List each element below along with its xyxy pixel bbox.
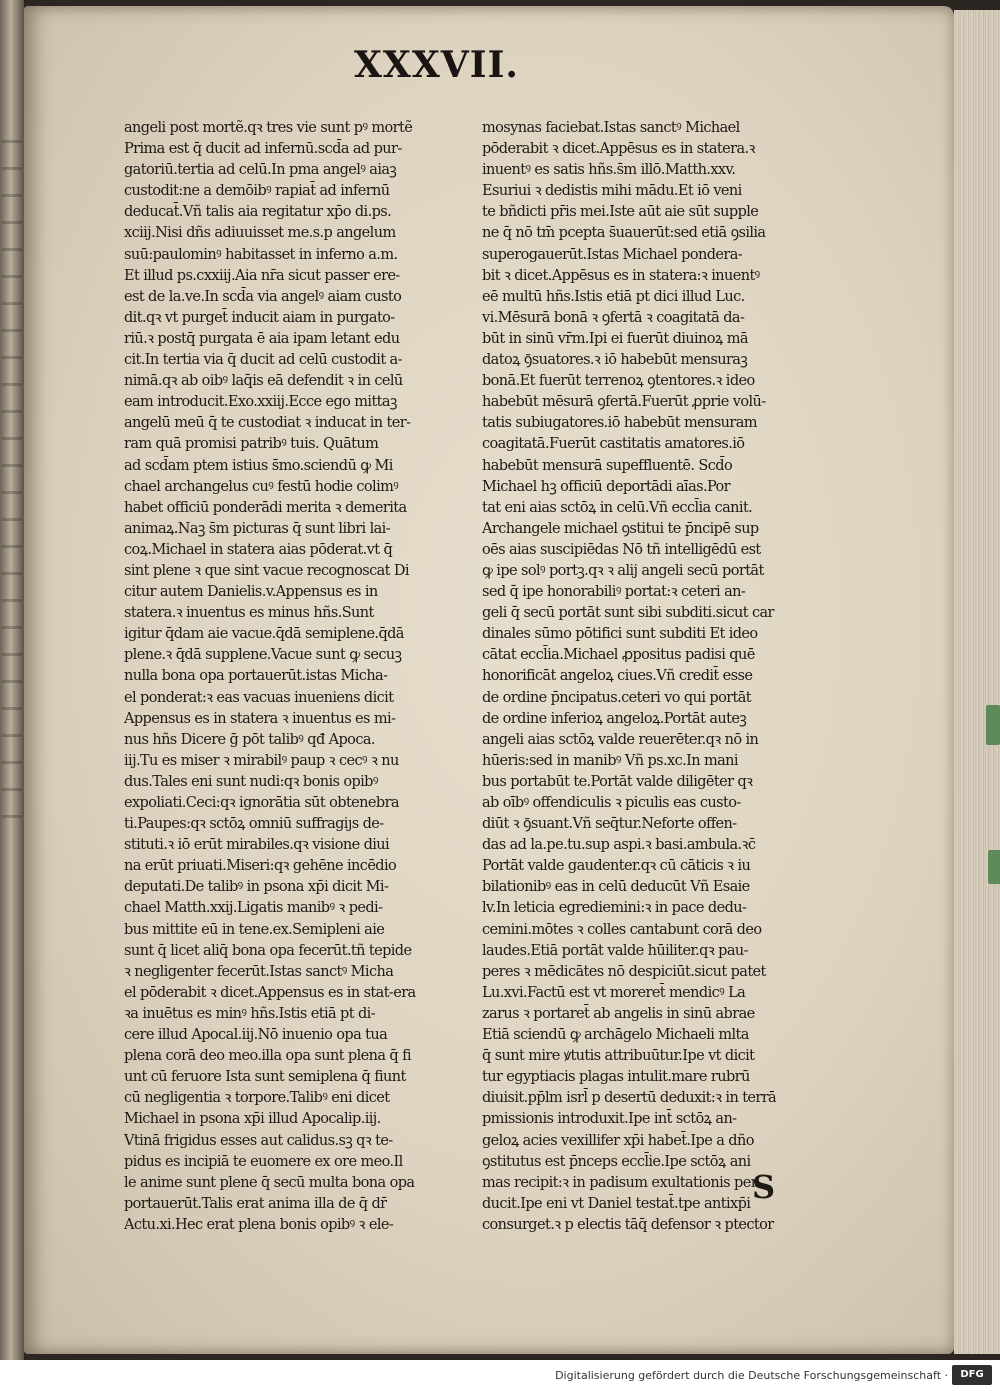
text-line: el pōderabit ꝛ dicet.Appensus es in stat‑era xyxy=(124,984,416,1001)
text-line: gatoriū.tertia ad celū.In pma angelꝰ aiaꝫ xyxy=(124,162,397,179)
text-line: inuentꝰ es satis hñs.s̄m illō.Matth.xxv. xyxy=(482,162,736,179)
page-tab-marker xyxy=(986,705,1000,745)
text-line: das ad la.pe.tu.sup aspi.ꝛ basi.ambula.ꝛc̄ xyxy=(482,837,756,854)
text-line: cātat eccl̄ia.Michael ꝓpositus padisi quē xyxy=(482,647,755,664)
text-line: vi.Mēsurā bonā ꝛ ꝯfertā ꝛ coagitatā da‑ xyxy=(482,309,745,326)
text-line: animaꝝ.Naꝫ s̄m picturas q̄ sunt libri lai‑ xyxy=(124,520,390,537)
text-line: būt in sinū vr̄m.Ipi ei fuerūt diuinoꝝ mā xyxy=(482,330,748,347)
text-line: plene.ꝛ q̄dā supplene.Vacue sunt ꝙ secuꝫ xyxy=(124,647,402,664)
text-line: ram quā promisi patribꝰ tuis. Quātum xyxy=(124,436,379,453)
text-line: habet officiū ponderādi merita ꝛ demerita xyxy=(124,499,407,516)
text-line: hūeris:sed in manibꝰ Vñ ps.xc.In mani xyxy=(482,752,738,769)
text-line: custodit:ne a demōibꝰ rapiat̄ ad infernū xyxy=(124,183,390,200)
text-line: cere illud Apocal.iij.Nō inuenio opa tua xyxy=(124,1027,388,1044)
text-line: bilationibꝰ eas in celū deducūt Vñ Esaie xyxy=(482,879,750,896)
left-page-edge xyxy=(0,0,24,1360)
text-line: Portāt valde gaudenter.qꝛ cū cāticis ꝛ iu xyxy=(482,858,751,875)
text-line: nulla bona opa portauerūt.istas Micha‑ xyxy=(124,668,388,685)
folio-number: XXXVII. xyxy=(354,44,519,86)
text-line: zarus ꝛ portaret̄ ab angelis in sinū abrae xyxy=(482,1005,755,1022)
text-line: lv.In leticia egrediemini:ꝛ in pace dedu‑ xyxy=(482,900,747,917)
signature-mark: S xyxy=(752,1168,776,1206)
text-line: coagitatā.Fuerūt castitatis amatores.iō xyxy=(482,436,745,453)
text-line: riū.ꝛ postq̄ purgata ē aia ipam letant edu xyxy=(124,330,400,347)
text-column-left xyxy=(124,118,464,1236)
page-tab-marker xyxy=(988,850,1000,884)
text-line: pōderabit ꝛ dicet.Appēsus es in statera.ꝛ xyxy=(482,141,755,158)
text-line: dus.Tales eni sunt nudi:qꝛ bonis opibꝰ xyxy=(124,773,378,790)
text-line: oēs aias suscipiēdas Nō tñ intelligēdū est xyxy=(482,541,761,558)
text-line: unt cū feruore Ista sunt semiplena q̄ fiunt xyxy=(124,1069,406,1086)
text-line: geloꝝ acies vexillifer xp̄i habet̄.Ipe a dño xyxy=(482,1132,754,1149)
text-line: nus hñs Dicere ḡ pōt talibꝰ qđ Apoca. xyxy=(124,731,375,748)
text-line: q̄ sunt mire ꝟtutis attribuūtur.Ipe vt dicit xyxy=(482,1048,755,1065)
text-line: angeli aias sctōꝝ valde reuerēter.qꝛ nō in xyxy=(482,731,759,748)
text-line: nimā.qꝛ ab oibꝰ laq̄is eā defendit ꝛ in celū xyxy=(124,373,403,390)
text-line: dinales sūmo pōtifici sunt subditi Et ideo xyxy=(482,626,758,643)
text-line: Prima est q̄ ducit ad infernū.scd̄a ad pur‑ xyxy=(124,141,402,158)
text-line: bus portabūt te.Portāt valde diligēter qꝛ xyxy=(482,773,753,790)
text-line: mas recipit:ꝛ in padisum exultationis per xyxy=(482,1174,758,1191)
text-line: pidus es incipiā te euomere ex ore meo.Il xyxy=(124,1153,403,1170)
text-line: te bñdicti pr̄is mei.Iste aūt aie sūt supple xyxy=(482,204,759,221)
text-line: mosynas faciebat.Istas sanctꝰ Michael xyxy=(482,120,740,136)
text-line: bit ꝛ dicet.Appēsus es in statera:ꝛ inuentꝰ xyxy=(482,267,760,284)
text-line: tatis subiugatores.iō habebūt mensuram xyxy=(482,415,757,432)
text-line: xciij.Nisi dñs adiuuisset me.s.p angelum xyxy=(124,225,396,242)
funding-note: Digitalisierung gefördert durch die Deutsche Forschungsgemeinschaft · xyxy=(555,1369,948,1382)
text-line: de ordine p̄ncipatus.ceteri vo qui portāt xyxy=(482,689,752,706)
text-line: ad scd̄am ptem istius s̄mo.sciendū ꝙ Mi xyxy=(124,457,393,474)
text-line: igitur q̄dam aie vacue.q̄dā semiplene.q̄dā xyxy=(124,626,404,643)
text-line: bus mittite eū in tene.ex.Semipleni aie xyxy=(124,921,385,938)
text-line: sed q̄ ipe honorabiliꝰ portat:ꝛ ceteri an‑ xyxy=(482,584,746,601)
text-line: tur egyptiacis plagas intulit.mare rubrū xyxy=(482,1069,750,1086)
text-line: na erūt priuati.Miseri:qꝛ gehēne incēdio xyxy=(124,858,397,875)
text-line: ne q̄ nō tm̄ pcepta s̄uauerūt:sed etiā ꝯsilia xyxy=(482,225,766,242)
footer-bar xyxy=(0,1360,1000,1391)
text-line: suū:paulominꝰ habitasset in inferno a.m. xyxy=(124,246,398,263)
text-line: le anime sunt plene q̄ secū multa bona opa xyxy=(124,1174,415,1191)
text-line: sint plene ꝛ que sint vacue recognoscat Di xyxy=(124,562,409,579)
text-line: peres ꝛ mēdicātes nō despiciūt.sicut patet xyxy=(482,963,766,980)
text-line: chael Matth.xxij.Ligatis manibꝰ ꝛ pedi‑ xyxy=(124,900,383,917)
text-line: statera.ꝛ inuentus es minus hñs.Sunt xyxy=(124,605,374,622)
text-line: cū negligentia ꝛ torpore.Talibꝰ eni dicet xyxy=(124,1090,390,1107)
text-line: habebūt mēsurā ꝯfertā.Fuerūt ꝓprie volū‑ xyxy=(482,394,766,411)
text-line: cit.In tertia via q̄ ducit ad celū custodit a‑ xyxy=(124,352,402,369)
text-line: geli q̄ secū portāt sunt sibi subditi.sicut car xyxy=(482,605,774,622)
text-line: cemini.mōtes ꝛ colles cantabunt corā deo xyxy=(482,921,762,938)
text-line: ti.Paupes:qꝛ sctōꝝ omniū suffragiȷs de‑ xyxy=(124,816,384,833)
text-column-right xyxy=(482,118,798,1236)
text-line: Lu.xvi.Factū est vt moreret̄ mendicꝰ La xyxy=(482,984,746,1001)
text-line: Etiā sciendū ꝙ archāgelo Michaeli mlta xyxy=(482,1027,749,1044)
text-line: chael archangelus cuꝰ festū hodie colimꝰ xyxy=(124,478,399,495)
text-line: coꝝ.Michael in statera aias pōderat.vt q̄ xyxy=(124,541,393,558)
text-line: pmissionis introduxit.Ipe int̄ sctōꝝ an‑ xyxy=(482,1111,737,1128)
text-line: plena corā deo meo.illa opa sunt plena q̄ fi xyxy=(124,1048,411,1065)
text-line: Michael hꝫ officiū deportādi aīas.Por xyxy=(482,478,730,495)
text-line: est de la.ve.In scd̄a via angelꝰ aiam custo xyxy=(124,288,402,305)
text-line: iij.Tu es miser ꝛ mirabilꝰ paup ꝛ cecꝰ ꝛ nu xyxy=(124,752,399,769)
text-line: Vtinā frigidus esses aut calidus.sꝫ qꝛ te‑ xyxy=(124,1132,393,1149)
left-page-text-fragment xyxy=(2,140,22,840)
text-line: ab oībꝰ offendiculis ꝛ piculis eas custo‑ xyxy=(482,795,741,811)
text-line: de ordine inferioꝝ angeloꝝ.Portāt auteꝫ xyxy=(482,710,747,727)
text-line: ꝯstitutus est p̄nceps eccl̄ie.Ipe sctōꝝ ani xyxy=(482,1153,751,1170)
text-line: ꝛ negligenter fecerūt.Istas sanctꝰ Micha xyxy=(124,963,394,980)
text-line: expoliati.Ceci:qꝛ ignorātia sūt obtenebra xyxy=(124,795,399,811)
text-line: consurget.ꝛ p electis tāq̄ defensor ꝛ ptector xyxy=(482,1216,774,1233)
text-line: Michael in psona xp̄i illud Apocalip.iij. xyxy=(124,1111,381,1128)
text-line: bonā.Et fuerūt terrenoꝝ ꝯtentores.ꝛ ideo xyxy=(482,373,755,390)
text-line: Et illud ps.cxxiij.Aia nr̄a sicut passer ere‑ xyxy=(124,267,400,284)
text-line: citur autem Danielis.v.Appensus es in xyxy=(124,584,378,601)
text-line: honorificāt angeloꝝ ciues.Vñ credit̄ esse xyxy=(482,668,753,685)
text-line: diuisit.pp̄lm isrl̄ p desertū deduxit:ꝛ in terrā xyxy=(482,1090,777,1107)
text-line: Appensus es in statera ꝛ inuentus es mi‑ xyxy=(124,710,396,727)
text-line: ꝛa inuētus es minꝰ hñs.Istis etiā pt di‑ xyxy=(124,1005,375,1022)
text-line: laudes.Etiā portāt valde hūiliter.qꝛ pau‑ xyxy=(482,942,748,959)
text-line: angeli post mortẽ.qꝛ tres vie sunt pꝰ mortẽ xyxy=(124,120,413,136)
dfg-logo: DFG xyxy=(952,1365,992,1385)
text-line: eam introducit.Exo.xxiij.Ecce ego mittaꝫ xyxy=(124,394,397,411)
text-line: tat eni aias sctōꝝ in celū.Vñ eccl̄ia canit. xyxy=(482,499,753,516)
text-line: el ponderat:ꝛ eas vacuas inueniens dicit xyxy=(124,689,394,706)
book-page-edges xyxy=(954,10,1000,1354)
text-line: deputati.De talibꝰ in psona xp̄i dicit Mi‑ xyxy=(124,879,389,896)
text-line: habebūt mensurā supeffluentē. Scd̄o xyxy=(482,457,733,474)
text-line: Esuriui ꝛ dedistis mihi mādu.Et iō veni xyxy=(482,183,742,200)
text-line: ꝙ ipe solꝰ portꝫ.qꝛ ꝛ alij angeli secū portāt xyxy=(482,562,764,579)
text-line: deducat̄.Vñ talis aia regitatur xp̄o di.ps. xyxy=(124,204,392,221)
text-line: sunt q̄ licet aliq̄ bona opa fecerūt.tñ tepide xyxy=(124,942,412,959)
text-line: portauerūt.Talis erat anima illa de q̄ dr̄ xyxy=(124,1195,387,1212)
text-line: superogauerūt.Istas Michael pondera‑ xyxy=(482,246,743,263)
text-line: datoꝝ ꝯ̄suatores.ꝛ iō habebūt mensuraꝫ xyxy=(482,352,748,369)
text-line: Archangele michael ꝯstitui te p̄ncipē sup xyxy=(482,520,759,537)
text-line: dit.qꝛ vt purget̄ inducit aiam in purgato‑ xyxy=(124,309,395,326)
text-line: angelū meū q̄ te custodiat ꝛ inducat in ter‑ xyxy=(124,415,411,432)
text-line: Actu.xi.Hec erat plena bonis opibꝰ ꝛ ele‑ xyxy=(124,1216,394,1233)
text-line: ducit.Ipe eni vt Daniel testat̄.tpe antixp̄i xyxy=(482,1195,751,1212)
text-line: eē multū hñs.Istis etiā pt dici illud Luc. xyxy=(482,288,745,305)
text-line: diūt ꝛ ꝯ̄suant.Vñ seq̄tur.Neforte offen‑ xyxy=(482,816,737,833)
text-line: stituti.ꝛ iō erūt mirabiles.qꝛ visione diui xyxy=(124,837,390,854)
